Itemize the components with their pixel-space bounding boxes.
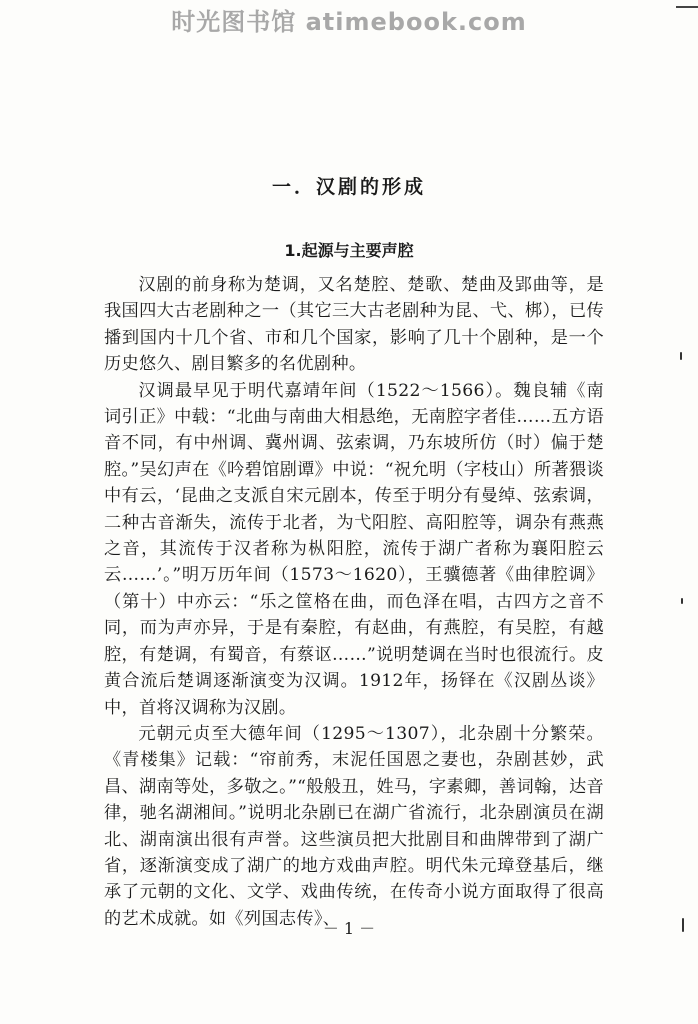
paragraph-han-tune: 汉调最早见于明代嘉靖年间（1522～1566）。魏良辅《南词引正》中载：“北曲与南曲大相悬绝，无南腔字者佳……五方语音不同，有中州调、冀州调、弦索调，乃东坡所仿（时）偏于楚腔。”吴幻声在《吟碧馆剧谭》中说：“祝允明（字枝山）所著猥谈中有云，‘昆曲之支派自宋元剧本，传至于明分有曼绰、弦索调，二种古音渐失，流传于北者，为弋阳腔、高阳腔等，调杂有燕燕之音，其流传于汉者称为枞阳腔，流传于湖广者称为襄阳腔云云……’。”明万历年间（1573～1620），王骥德著《曲律腔调》（第十）中亦云：“乐之筐格在曲，而色泽在唱，古四方之音不同，而为声亦异，于是有秦腔，有赵曲，有燕腔，有吴腔，有越腔，有楚调，有蜀音，有蔡讴……”说明楚调在当时也很流行。皮黄合流后楚调逐渐演变为汉调。1912年，扬铎在《汉剧丛谈》中，首将汉调称为汉剧。: [104, 380, 604, 718]
watermark: 时光图书馆 atimebook.com: [171, 8, 527, 36]
scan-speck: [680, 352, 682, 360]
chapter-title: 一．汉剧的形成: [271, 176, 426, 198]
corner-mark: [676, 6, 698, 14]
paragraph-yuan-dynasty: 元朝元贞至大德年间（1295～1307），北杂剧十分繁荣。《青楼集》记载：“帘前秀，末泥任国恩之妻也，杂剧甚妙，武昌、湖南等处，多敬之。”“般般丑，姓马，字素卿，善词翰，达音律，驰名湖湘间。”说明北杂剧已在湖广省流行，北杂剧演员在湖北、湖南演出很有声誉。这些演员把大批剧目和曲牌带到了湖广省，逐渐演变成了湖广的地方戏曲声腔。明代朱元璋登基后，继承了元朝的文化、文学、戏曲传统，在传奇小说方面取得了很高的艺术成就。如《列国志传》、: [104, 723, 604, 929]
scan-speck: [681, 598, 683, 604]
page-number: － 1 －: [322, 919, 376, 938]
section-title: 1.起源与主要声腔: [284, 241, 414, 260]
scan-speck: [682, 918, 684, 932]
body-text: [104, 272, 604, 932]
paragraph-origin: 汉剧的前身称为楚调，又名楚腔、楚歌、楚曲及郢曲等，是我国四大古老剧种之一（其它三大古老剧种为昆、弋、梆），已传播到国内十几个省、市和几个国家，影响了几十个剧种，是一个历史悠久、剧目繁多的名优剧种。: [104, 275, 604, 375]
